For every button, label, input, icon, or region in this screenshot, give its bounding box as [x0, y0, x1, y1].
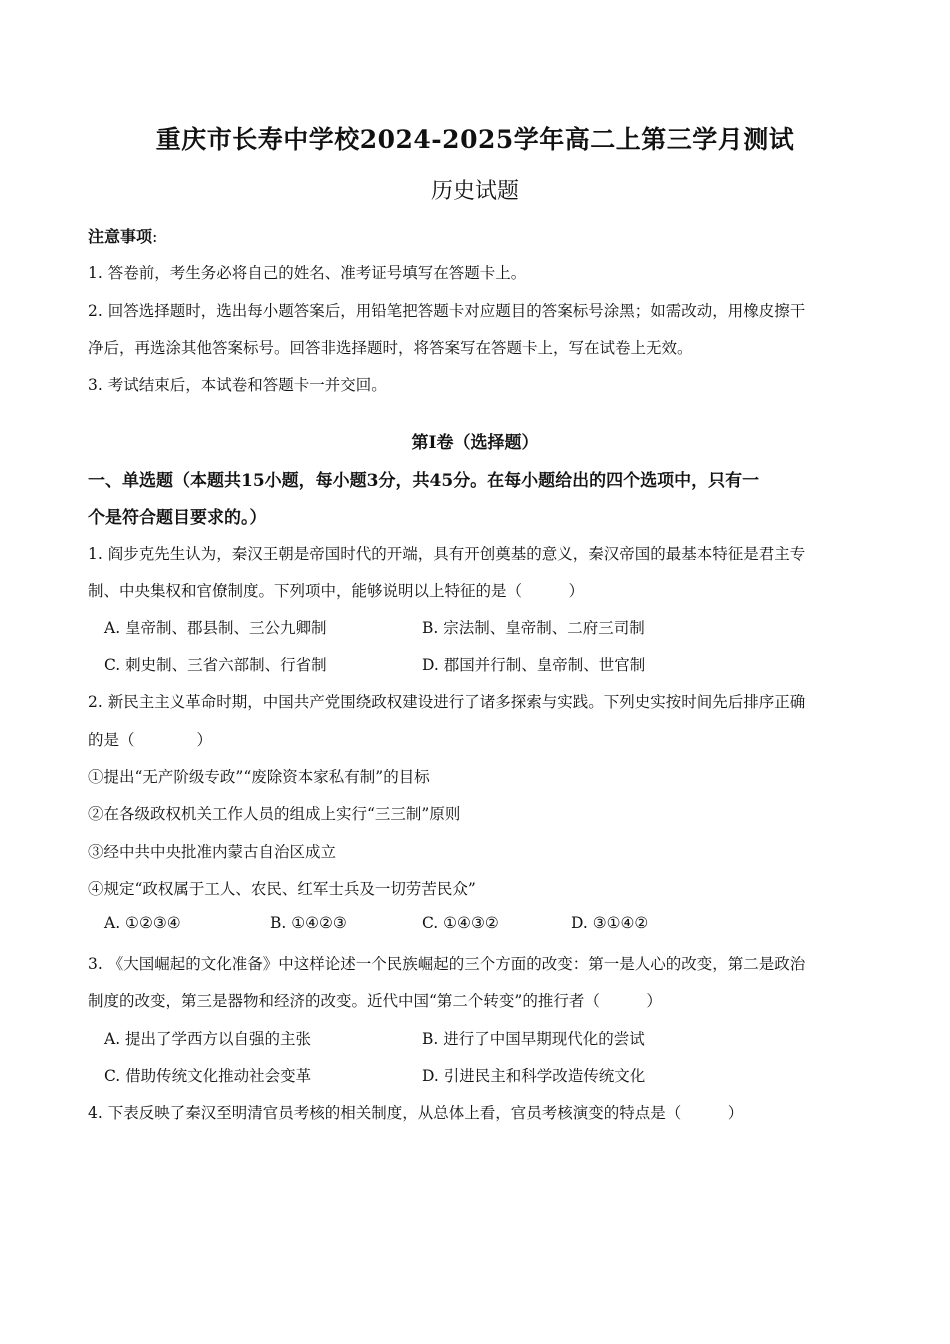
- section-instruction: 个是符合题目要求的。）: [88, 508, 267, 528]
- question-2-option-d: D. ③①④②: [571, 914, 649, 932]
- question-2-item: ③经中共中央批准内蒙古自治区成立: [88, 843, 337, 861]
- question-3-option-c: C. 借助传统文化推动社会变革: [104, 1067, 312, 1085]
- question-3-option-d: D. 引进民主和科学改造传统文化: [422, 1067, 646, 1085]
- question-4-text: 4. 下表反映了秦汉至明清官员考核的相关制度，从总体上看，官员考核演变的特点是（ ）: [88, 1104, 744, 1122]
- question-1-text: 1. 阎步克先生认为，秦汉王朝是帝国时代的开端，具有开创奠基的意义，秦汉帝国的最基本特征是君主专: [88, 545, 806, 563]
- question-3-option-b: B. 进行了中国早期现代化的尝试: [422, 1030, 645, 1048]
- question-3-text: 制度的改变，第三是器物和经济的改变。近代中国“第二个转变”的推行者（ ）: [88, 992, 662, 1010]
- question-2-text: 2. 新民主主义革命时期，中国共产党围绕政权建设进行了诸多探索与实践。下列史实按时间先后排序正确: [88, 693, 806, 711]
- question-1-text: 制、中央集权和官僚制度。下列项中，能够说明以上特征的是（ ）: [88, 582, 585, 600]
- page-subtitle: 历史试题: [430, 179, 519, 204]
- notes-heading: 注意事项: [88, 227, 153, 246]
- question-3-option-a: A. 提出了学西方以自强的主张: [104, 1030, 312, 1048]
- question-2-item: ④规定“政权属于工人、农民、红军士兵及一切劳苦民众”: [88, 880, 476, 898]
- notes-heading-line: [88, 224, 863, 247]
- note-item: 净后，再选涂其他答案标号。回答非选择题时，将答案写在答题卡上，写在试卷上无效。: [88, 339, 693, 357]
- question-2-text: 的是（ ）: [88, 731, 213, 749]
- question-2-item: ①提出“无产阶级专政”“废除资本家私有制”的目标: [88, 768, 430, 786]
- notes-heading-colon: :: [152, 227, 158, 246]
- question-1-option-b: B. 宗法制、皇帝制、二府三司制: [422, 619, 645, 637]
- question-2-option-a: A. ①②③④: [104, 914, 181, 932]
- question-1-option-a: A. 皇帝制、郡县制、三公九卿制: [104, 619, 327, 637]
- question-1-option-d: D. 郡国并行制、皇帝制、世官制: [422, 656, 646, 674]
- question-2-option-b: B. ①④②③: [270, 914, 347, 932]
- question-1-option-c: C. 刺史制、三省六部制、行省制: [104, 656, 327, 674]
- page-title: 重庆市长寿中学校2024-2025学年高二上第三学月测试: [155, 125, 795, 154]
- question-2-option-c: C. ①④③②: [422, 914, 499, 932]
- note-item: 1. 答卷前，考生务必将自己的姓名、准考证号填写在答题卡上。: [88, 264, 527, 282]
- note-item: 2. 回答选择题时，选出每小题答案后，用铅笔把答题卡对应题目的答案标号涂黑；如需改动，用橡皮擦干: [88, 302, 806, 320]
- question-3-text: 3. 《大国崛起的文化准备》中这样论述一个民族崛起的三个方面的改变：第一是人心的改变，第二是政治: [88, 955, 806, 973]
- section-instruction: 一、单选题（本题共15小题，每小题3分，共45分。在每小题给出的四个选项中，只有一: [88, 471, 760, 491]
- section-title: 第I卷（选择题）: [411, 433, 539, 453]
- question-2-item: ②在各级政权机关工作人员的组成上实行“三三制”原则: [88, 805, 461, 823]
- note-item: 3. 考试结束后，本试卷和答题卡一并交回。: [88, 376, 387, 394]
